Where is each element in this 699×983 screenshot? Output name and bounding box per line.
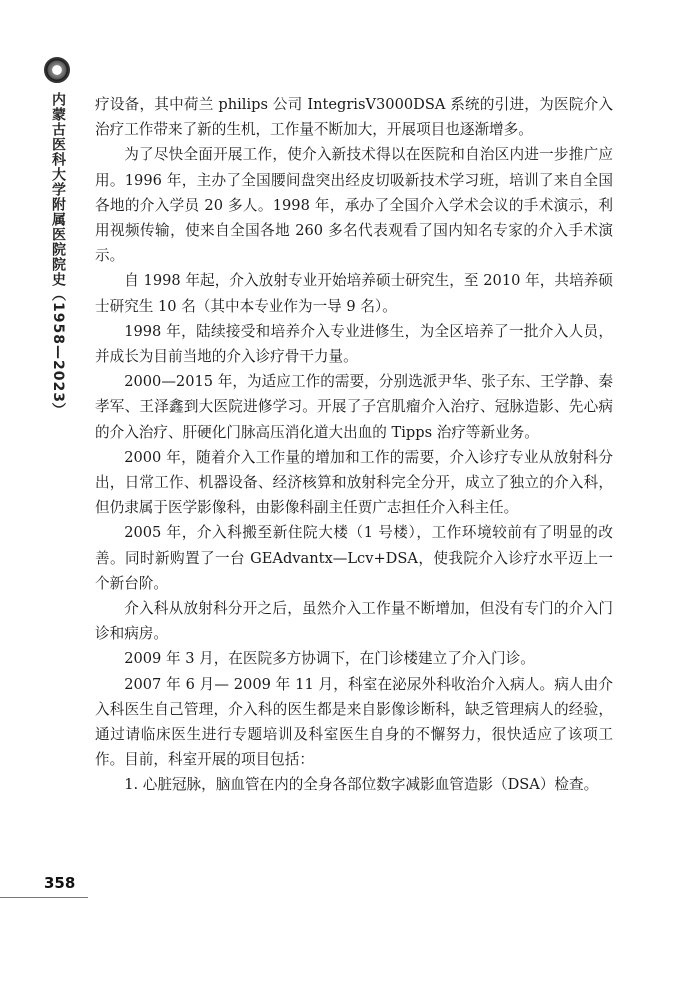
page-number: 358 bbox=[44, 874, 76, 892]
paragraph: 自 1998 年起，介入放射专业开始培养硕士研究生，至 2010 年，共培养硕士研究生 10 名（其中本专业作为一导 9 名）。 bbox=[95, 272, 613, 315]
footer-rule bbox=[0, 897, 88, 898]
paragraph: 1. 心脏冠脉，脑血管在内的全身各部位数字减影血管造影（DSA）检查。 bbox=[124, 776, 599, 794]
page-body bbox=[95, 92, 613, 798]
paragraph: 1998 年，陆续接受和培养介入专业进修生，为全区培养了一批介入人员，并成长为目前当地的介入诊疗骨干力量。 bbox=[95, 322, 613, 366]
book-title-vertical: 内蒙古医科大学附属医院院史（1958—2023） bbox=[50, 92, 66, 418]
paragraph: 2005 年，介入科搬至新住院大楼（1 号楼），工作环境较前有了明显的改善。同时新购置了一台 GEAdvantx—Lcv+DSA，使我院介入诊疗水平迈上一个新台阶。 bbox=[95, 524, 613, 592]
paragraph: 介入科从放射科分开之后，虽然介入工作量不断增加，但没有专门的介入门诊和病房。 bbox=[95, 600, 613, 643]
paragraph: 2000—2015 年，为适应工作的需要，分别选派尹华、张子东、王学静、秦孝军、王泽鑫到大医院进修学习。开展了子宫肌瘤介入治疗、冠脉造影、先心病的介入治疗、肝硬化门脉高压消化道大出血的 Tipps 治疗等新业务。 bbox=[95, 373, 613, 441]
paragraph: 为了尽快全面开展工作，使介入新技术得以在医院和自治区内进一步推广应用。1996 年，主办了全国腰间盘突出经皮切吸新技术学习班，培训了来自全国各地的介入学员 20 多人。1998 年，承办了全国介入学术会议的手术演示，利用视频传输，使来自全国各地 260 多名代表观看了国内知名专家的介入手术演示。 bbox=[95, 146, 613, 265]
paragraph: 2007 年 6 月— 2009 年 11 月，科室在泌尿外科收治介入病人。病人由介入科医生自己管理，介入科的医生都是来自影像诊断科，缺乏管理病人的经验，通过请临床医生进行专题培训及科室医生自身的不懈努力，很快适应了该项工作。目前，科室开展的项目包括： bbox=[95, 675, 613, 769]
paragraph: 2009 年 3 月，在医院多方协调下，在门诊楼建立了介入门诊。 bbox=[124, 650, 535, 668]
paragraph: 疗设备，其中荷兰 philips 公司 IntegrisV3000DSA 系统的引进，为医院介入治疗工作带来了新的生机，工作量不断加大，开展项目也逐渐增多。 bbox=[95, 96, 613, 139]
paragraph: 2000 年，随着介入工作量的增加和工作的需要，介入诊疗专业从放射科分出，日常工作、机器设备、经济核算和放射科完全分开，成立了独立的介入科，但仍隶属于医学影像科，由影像科副主任贾广志担任介入科主任。 bbox=[95, 448, 613, 517]
university-emblem-icon bbox=[44, 57, 70, 83]
